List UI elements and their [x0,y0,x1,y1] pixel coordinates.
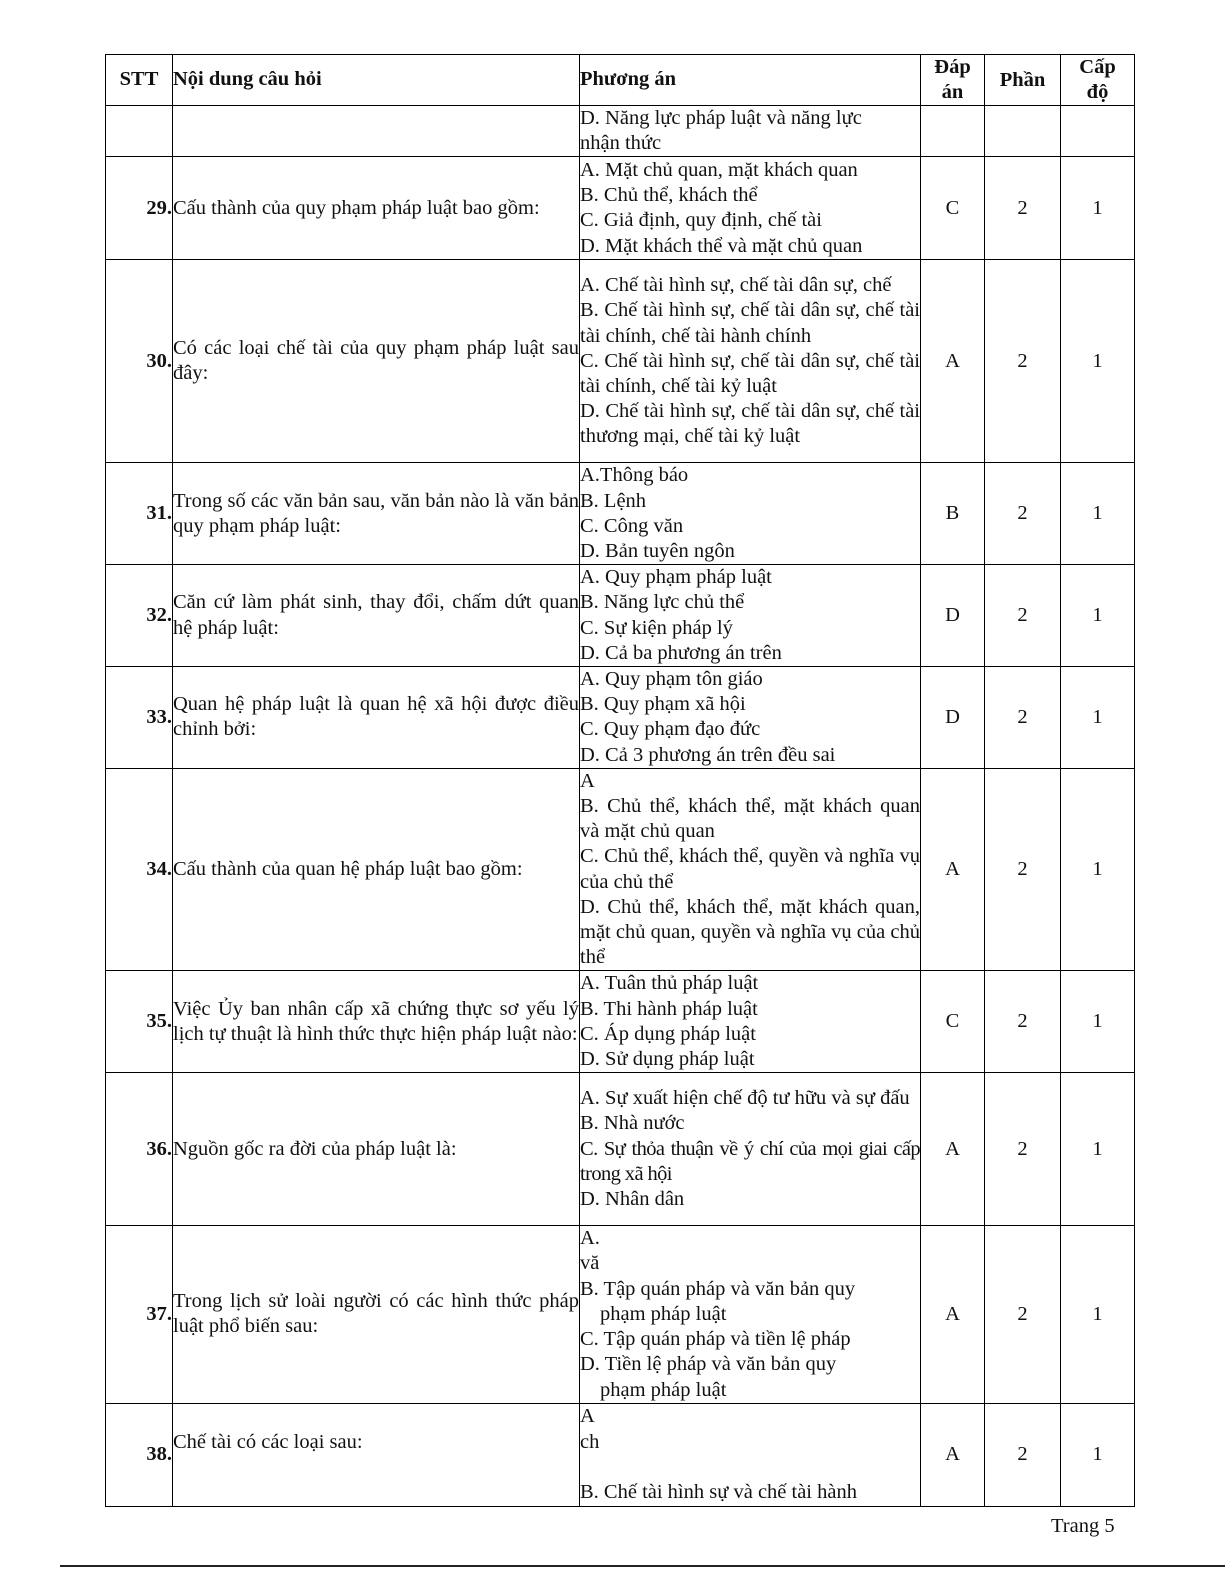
option-line: C. Tập quán pháp và tiền lệ pháp [580,1328,851,1351]
option-line: B. Chủ thể, khách thể, mặt khách quan và mặt chủ quan [580,795,920,843]
row-part: 2 [985,565,1061,667]
option-line: A [580,769,595,792]
option-line [580,1455,920,1480]
row-part: 2 [985,463,1061,565]
row-part [985,106,1061,157]
page-number: Trang 5 [1051,1515,1115,1537]
option-line: B. Chủ thể, khách thể [580,184,758,207]
option-line: D. Mặt khách thể và mặt chủ quan [580,234,863,257]
row-stt: 35. [106,971,173,1073]
option-line: A. Tuân thủ pháp luật [580,972,759,995]
option-line: vă [580,1252,600,1275]
row-answer: D [921,667,985,769]
header-part: Phần [985,55,1061,106]
row-question: Việc Ủy ban nhân cấp xã chứng thực sơ yếu lý lịch tự thuật là hình thức thực hiện pháp luật nào: [173,971,580,1073]
header-level-line1: Cấp [1079,56,1116,78]
row-options [580,565,921,667]
table-row [106,768,1135,971]
row-stt: 29. [106,157,173,260]
row-options [580,1073,921,1226]
header-row [106,55,1135,106]
row-question: Chế tài có các loại sau: [173,1403,580,1506]
row-part: 2 [985,971,1061,1073]
option-line: A. Quy phạm pháp luật [580,566,772,589]
row-level: 1 [1061,463,1135,565]
header-answer-line1: Đáp [934,56,971,78]
row-stt: 32. [106,565,173,667]
row-stt: 36. [106,1073,173,1226]
table-row [106,157,1135,260]
option-line: D. Chế tài hình sự, chế tài dân sự, chế tài thương mại, chế tài kỷ luật [580,400,920,448]
header-stt: STT [106,55,173,106]
option-line: B. Thi hành pháp luật [580,997,758,1020]
option-line: C. Sự kiện pháp lý [580,616,733,639]
table-row [106,667,1135,769]
header-question: Nội dung câu hỏi [173,55,580,106]
row-part: 2 [985,1403,1061,1506]
row-stt [106,106,173,157]
header-answer-line2: án [941,81,964,103]
row-part: 2 [985,157,1061,260]
option-line: D. Bản tuyên ngôn [580,540,735,563]
row-part: 2 [985,1226,1061,1403]
option-line: A.Thông báo [580,464,689,487]
row-level: 1 [1061,157,1135,260]
table-row [106,565,1135,667]
row-part: 2 [985,1073,1061,1226]
row-answer: A [921,1403,985,1506]
header-level [1061,55,1135,106]
row-stt: 31. [106,463,173,565]
option-line: A. Quy phạm tôn giáo [580,668,763,691]
page-bottom-divider [60,1565,1225,1567]
row-level: 1 [1061,1073,1135,1226]
row-level [1061,106,1135,157]
option-line: B. Tập quán pháp và văn bản quy [580,1277,856,1300]
option-line: B. Chế tài hình sự và chế tài hành [580,1480,857,1503]
table-row [106,1073,1135,1226]
row-answer: A [921,768,985,971]
header-level-line2: độ [1086,81,1109,103]
option-line: B. Chế tài hình sự, chế tài dân sự, chế tài tài chính, chế tài hành chính [580,299,920,347]
table-row [106,1403,1135,1506]
row-options [580,106,921,157]
row-stt: 37. [106,1226,173,1403]
row-level: 1 [1061,1226,1135,1403]
row-answer [921,106,985,157]
table-row [106,106,1135,157]
row-answer: C [921,971,985,1073]
row-level: 1 [1061,565,1135,667]
header-options: Phương án [580,55,921,106]
row-answer: D [921,565,985,667]
option-line: B. Lệnh [580,489,647,512]
row-question: Cấu thành của quan hệ pháp luật bao gồm: [173,768,580,971]
option-line: A. Sự xuất hiện chế độ tư hữu và sự đấu [580,1087,910,1110]
row-options [580,768,921,971]
row-stt: 33. [106,667,173,769]
row-question: Cấu thành của quy phạm pháp luật bao gồm: [173,157,580,260]
table-row [106,1226,1135,1403]
option-line: C. Áp dụng pháp luật [580,1022,756,1045]
row-part: 2 [985,667,1061,769]
row-options [580,971,921,1073]
row-level: 1 [1061,667,1135,769]
row-options [580,260,921,463]
row-stt: 34. [106,768,173,971]
row-answer: A [921,1226,985,1403]
row-question [173,106,580,157]
row-question: Quan hệ pháp luật là quan hệ xã hội được điều chỉnh bởi: [173,667,580,769]
row-options [580,1226,921,1403]
option-line: nhận thức [580,132,662,155]
row-part: 2 [985,768,1061,971]
row-question: Căn cứ làm phát sinh, thay đổi, chấm dứt quan hệ pháp luật: [173,565,580,667]
option-line: D. Tiền lệ pháp và văn bản quy [580,1353,837,1376]
option-line: D. Nhân dân [580,1188,685,1211]
option-line: C. Sự thỏa thuận về ý chí của mọi giai cấp trong xã hội [580,1137,920,1185]
option-line: phạm pháp luật [600,1378,727,1401]
header-answer [921,55,985,106]
row-question: Trong số các văn bản sau, văn bản nào là văn bản quy phạm pháp luật: [173,463,580,565]
option-line: A. Chế tài hình sự, chế tài dân sự, chế [580,274,892,297]
row-level: 1 [1061,1403,1135,1506]
option-line: ch [580,1430,600,1453]
row-options [580,157,921,260]
row-question: Có các loại chế tài của quy phạm pháp luật sau đây: [173,260,580,463]
table-row [106,463,1135,565]
option-line: D. Chủ thể, khách thể, mặt khách quan, mặt chủ quan, quyền và nghĩa vụ của chủ thể [580,895,920,969]
option-line: A [580,1405,595,1428]
option-line: phạm pháp luật [600,1302,727,1325]
row-stt: 30. [106,260,173,463]
row-answer: A [921,260,985,463]
row-stt: 38. [106,1403,173,1506]
row-options [580,1403,921,1506]
table-row [106,260,1135,463]
option-line: B. Năng lực chủ thể [580,591,745,614]
row-question: Trong lịch sử loài người có các hình thức pháp luật phổ biến sau: [173,1226,580,1403]
row-level: 1 [1061,260,1135,463]
option-line: C. Chủ thể, khách thể, quyền và nghĩa vụ của chủ thể [580,845,920,893]
option-line: D. Sử dụng pháp luật [580,1048,755,1071]
row-level: 1 [1061,971,1135,1073]
row-answer: B [921,463,985,565]
option-line: C. Giả định, quy định, chế tài [580,209,822,232]
option-line: C. Quy phạm đạo đức [580,718,761,741]
option-line: D. Năng lực pháp luật và năng lực [580,107,862,129]
option-line: D. Cả ba phương án trên [580,641,782,664]
option-line: B. Nhà nước [580,1112,685,1135]
table-row [106,971,1135,1073]
question-table [105,54,1135,1507]
row-part: 2 [985,260,1061,463]
row-options [580,463,921,565]
row-question: Nguồn gốc ra đời của pháp luật là: [173,1073,580,1226]
row-options [580,667,921,769]
option-line: A. [580,1227,600,1250]
row-answer: C [921,157,985,260]
option-line: C. Chế tài hình sự, chế tài dân sự, chế tài tài chính, chế tài kỷ luật [580,349,920,397]
option-line: A. Mặt chủ quan, mặt khách quan [580,159,858,181]
option-line: C. Công văn [580,514,684,537]
option-line: D. Cả 3 phương án trên đều sai [580,743,836,766]
row-answer: A [921,1073,985,1226]
option-line: B. Quy phạm xã hội [580,693,746,716]
row-level: 1 [1061,768,1135,971]
